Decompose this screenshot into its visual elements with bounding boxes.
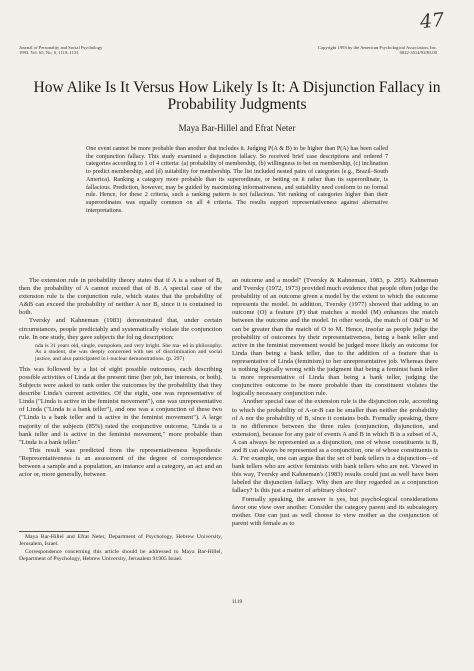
article-abstract: One event cannot be more probable than another that includes it. Judging P(A & B) to be higher than P(A) has been called the conjunction fallacy. This study examined a disjunction fallacy. So received brief case descriptions and ordered 7 categories according to 1 of 4 criteria: (a) probability of membership, (b) willingness to bet on membership, (c) inclination to predict membership, and (d) suitability for membership. The list included nested pairs of categories (e.g., Brazil–South America). Ranking a category more probable than its superordinate, or betting on it rather than its superordinate, is fallacious. Prediction, however, may be guided by maximizing informativeness, and suitability need conform to no formal rule. Hence, for these 2 criteria, such a ranking pattern is not fallacious. Yet ranking of categories higher than their superordinates was equally common on all 4 criteria. The results support representativeness against alternative interpretations. <box>86 146 388 214</box>
paragraph-formal-answer: Formally speaking, the answer is yes, but psychological considerations favor one view over another. Consider the category parent and its subcategory mother. One can just as well choose to view mother as the conjunction of parent with female as to <box>232 495 438 527</box>
journal-citation <box>19 45 102 56</box>
journal-volume: 1993, Vol. 65, No. 6, 1119–1131 <box>19 50 79 56</box>
journal-name: Journal of Personality and Social Psychology <box>19 45 103 50</box>
paragraph-tversky-kahneman: Tversky and Kahneman (1983) demonstrated that, under certain circumstances, people predictably and systematically violate the conjunction rule. In one study, they gave subjects the fol ng description: <box>19 317 222 341</box>
paragraph-representativeness: an outcome and a model" (Tversky & Kahneman, 1983, p. 295). Kahneman and Tversky (1972, 1973) provided much evidence that people often judge the probability of an outcome given a model by the extent to which the outcome represents the model. In addition, Tversky (1977) showed that adding to an outcome (O) a feature (F) that matches a model (M) enhances the match between the outcome and the model. In other words, the match of O&F to M can be greater than the match of O to M. Hence, insofar as people judge the probability of outcomes by their representativeness, being a bank teller and active in the feminist movement would be judged more likely an outcome for Linda than being a bank teller, due to the addition of a feature that is representative of Linda (feminism) to her unrepresentative job. Whereas there is nothing logically wrong with the judgment that being a feminist bank teller is more representative of Linda than being a bank teller, judging the conjunctive outcome to be more probable than its constituent violates the logically necessary conjunction rule. <box>232 277 438 398</box>
copyright-holder: Copyright 1993 by the American Psychological Association, Inc. <box>317 45 437 50</box>
paragraph-outcomes: This was followed by a list of eight possible outcomes, each describing possible activities of Linda at the present time (her job, her interests, or both). Subjects were asked to rank order the outcomes by the probability that they describe Linda's current activities. Of the eight, one was representative of Linda ("Linda is active in the feminist movement"), one was unrepresentative of Linda ("Linda is a bank teller"), and one was a conjunction of these two ("Linda is a bank teller and is active in the feminist movement"). A large majority of the subjects (85%) rated the conjunctive outcome, "Linda is a bank teller and is active in the feminist movement," more probable than "Linda is a bank teller." <box>19 365 222 446</box>
right-column <box>232 277 438 528</box>
left-column <box>19 277 222 479</box>
footnote-correspondence: Correspondence concerning this article should be addressed to Maya Bar-Hillel, Department of Psychology, Hebrew University, Jerusalem 91905 Israel. <box>19 549 222 563</box>
author-footnote <box>19 534 222 564</box>
footnote-divider <box>19 531 89 532</box>
handwritten-page-mark: 47 <box>418 8 446 34</box>
copyright-notice <box>318 45 437 56</box>
paragraph-disjunction-rule: Another special case of the extension rule is the disjunction rule, according to which the probability of A-or-B can be smaller than neither the probability of A nor the probability of B, since it contains both. Formally speaking, there is no difference between the three rules (conjunction, disjunction, and extension), because for any pair of events A and B in which B is a subset of A, A can always be represented as a disjunction, one of whose constituents is B, and B can always be represented as a conjunction, one of whose constituents is A. For example, one can argue that the set of bank tellers is a disjunction—of bank tellers who are active feminists with bank tellers who are not. Viewed in this way, Tversky and Kahneman's (1983) results could just as well have been labeled the disjunction fallacy. Why then are they regarded as a conjunction fallacy? Is this just a matter of arbitrary choice? <box>232 398 438 495</box>
page-number: 1119 <box>231 599 243 605</box>
paragraph-extension-rule: The extension rule in probability theory states that if A is a subset of B, then the probability of A cannot exceed that of B. A special case of the extension rule is the conjunction rule, which states that the probability of A&B can exceed the probability of neither A nor B, since it is contained in both. <box>19 277 222 317</box>
paragraph-prediction: This result was predicted from the representativeness hypothesis: "Representativeness is an assessment of the degree of correspondence between a sample and a population, an instance and a category, an act and an actor or, more generally, between <box>19 446 222 479</box>
article-authors: Maya Bar-Hillel and Efrat Neter <box>178 123 296 133</box>
issn-code: 0022-3514/93/$3.00 <box>399 50 437 56</box>
linda-description-quote: nda is 31 years old, single, outspoken, and very bright. She ma- ed in philosophy. As a student, she was deeply concerned with ues of discrimination and social justice, and also participated in i-nuclear demonstrations. (p. 297) <box>35 342 222 363</box>
article-title: How Alike Is It Versus How Likely Is It: A Disjunction Fallacy in Probability Judgments <box>33 79 441 113</box>
footnote-affiliation: Maya Bar-Hillel and Efrat Neter, Department of Psychology, Hebrew University, Jerusalem, Israel. <box>19 534 222 548</box>
